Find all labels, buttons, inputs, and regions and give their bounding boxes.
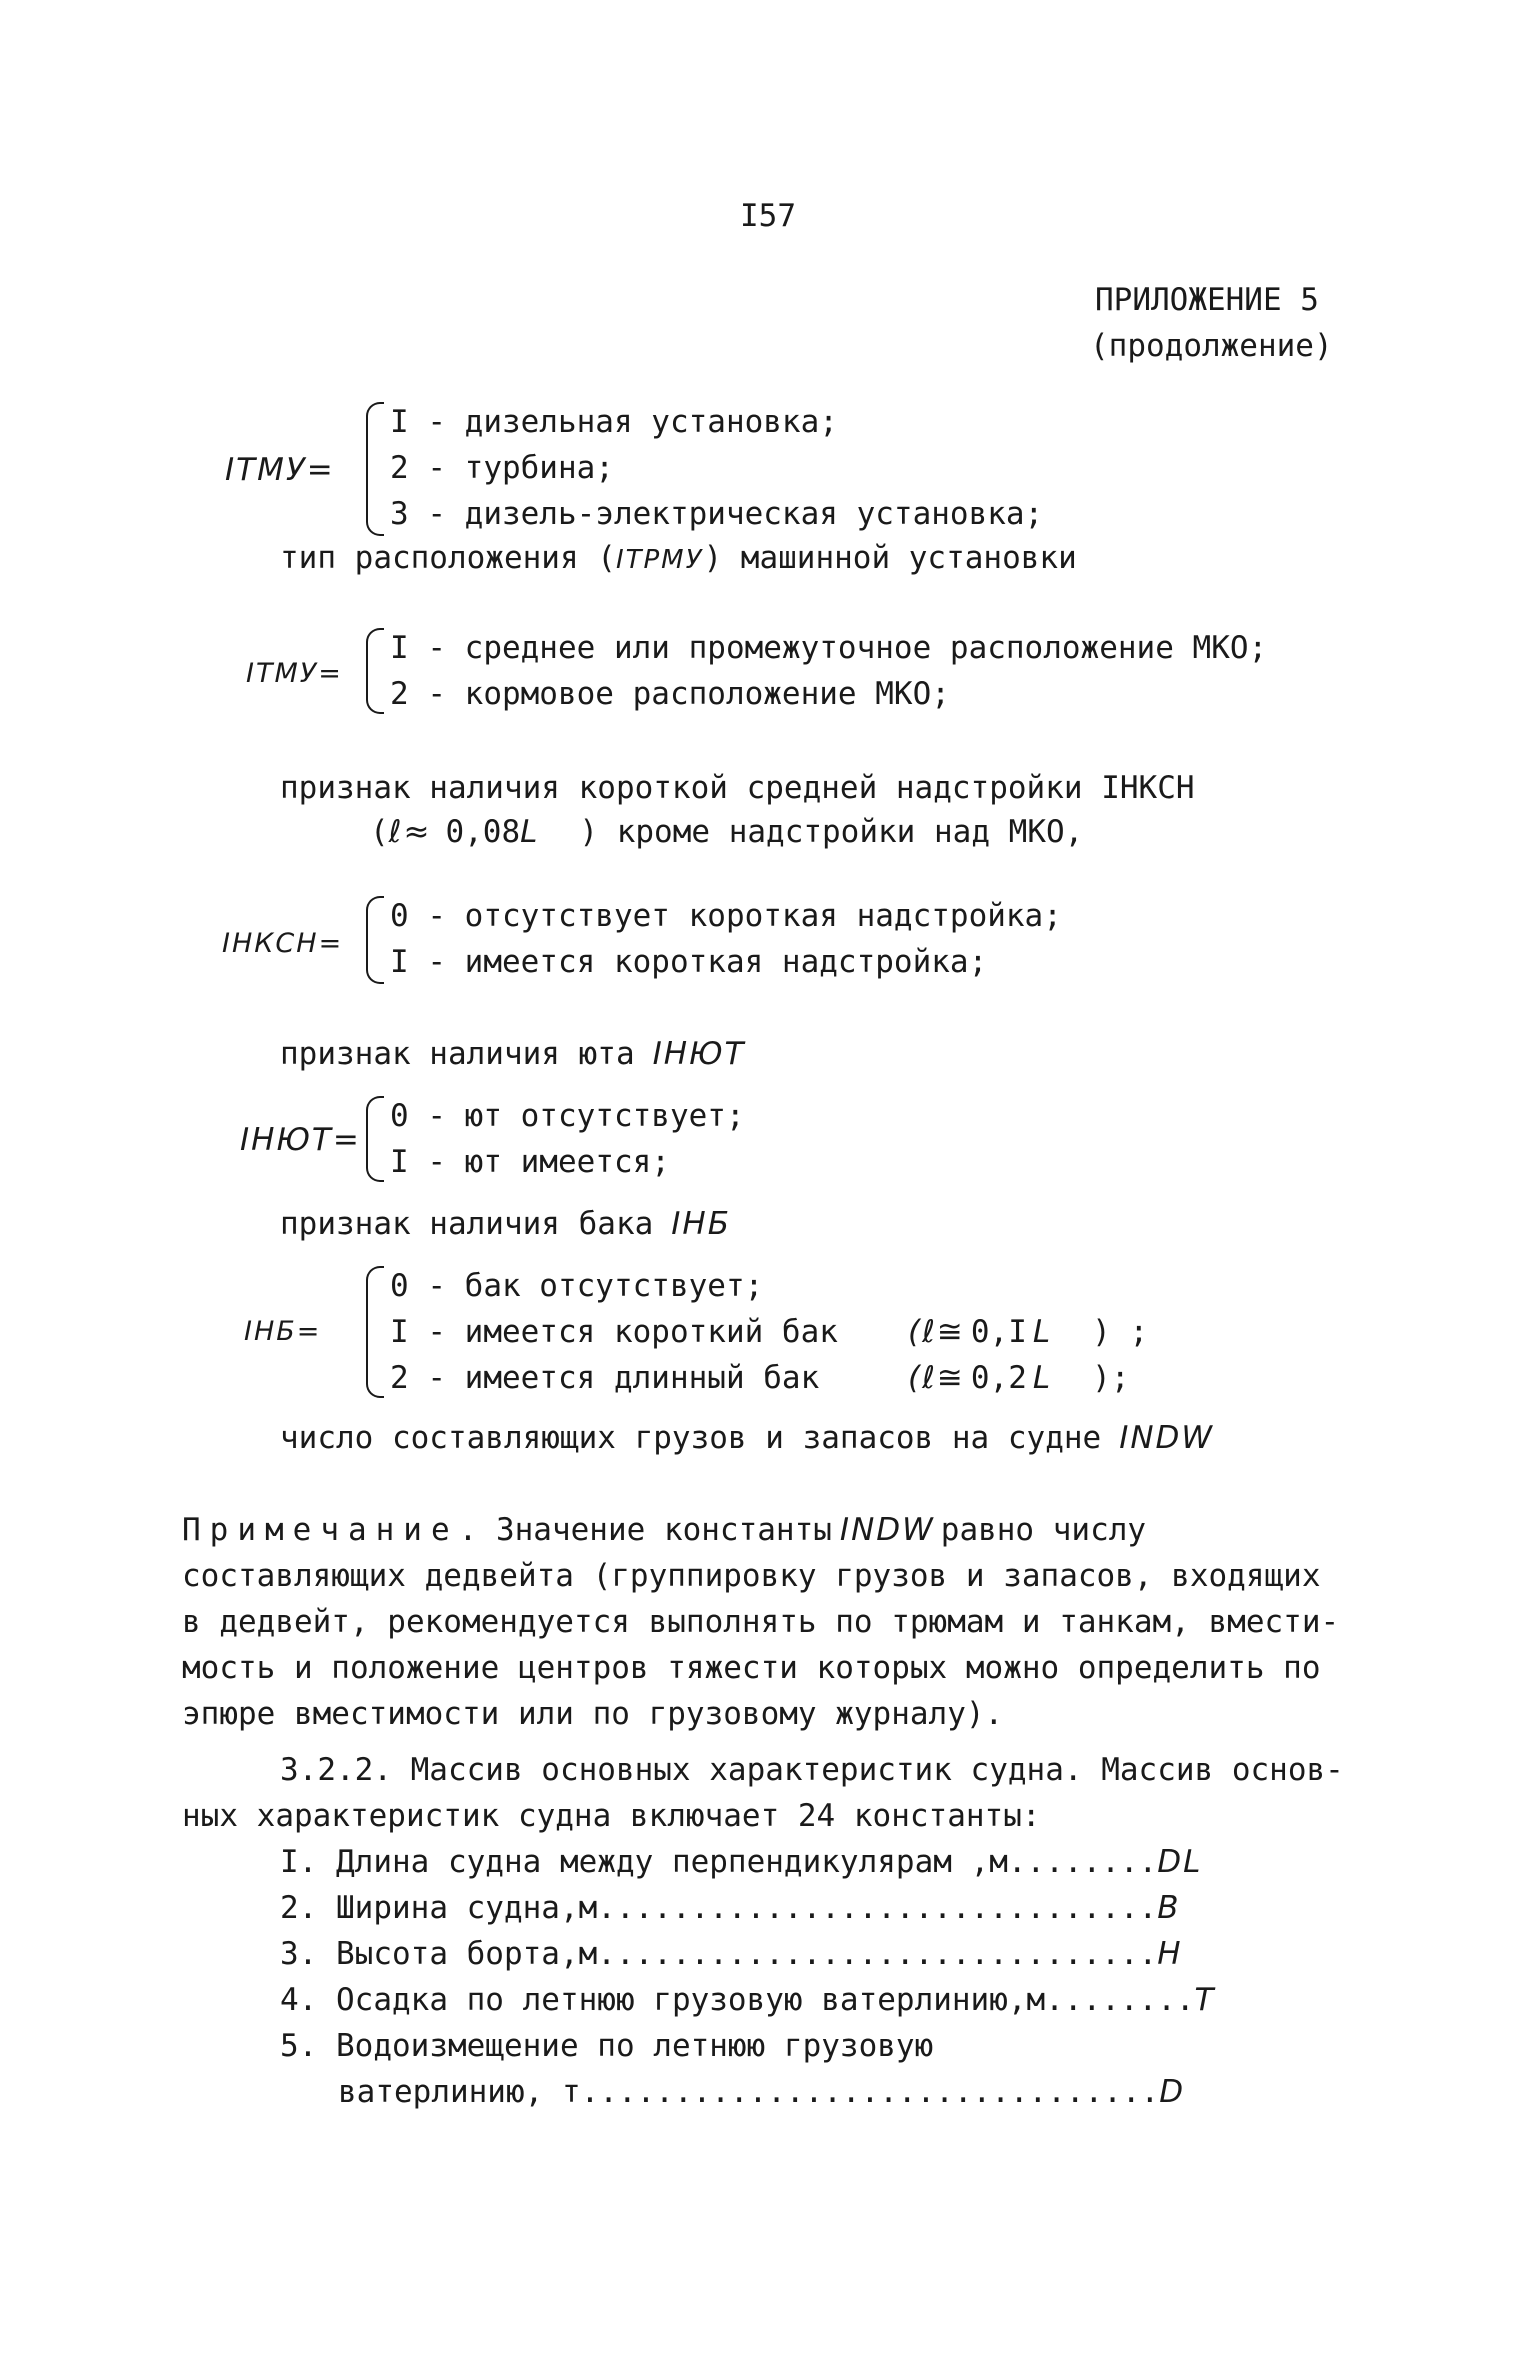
length-symbol: L bbox=[1032, 1360, 1053, 1396]
block3-desc-close: ) кроме надстройки над МКО, bbox=[579, 814, 1084, 850]
block5-desc-text: признак наличия бака bbox=[280, 1206, 654, 1242]
page-number: I57 bbox=[740, 198, 796, 234]
ell-symbol: (ℓ≅ bbox=[908, 1314, 965, 1350]
block1-item-2: 2 - турбина; bbox=[390, 450, 614, 486]
length-symbol: L bbox=[1032, 1314, 1053, 1350]
note-prefix: . Значение константы bbox=[458, 1512, 832, 1548]
block1-desc-prefix: тип расположения ( bbox=[280, 540, 616, 576]
constant-symbol: D bbox=[1159, 2074, 1186, 2110]
block3-item-2: I - имеется короткая надстройка; bbox=[390, 944, 988, 980]
block5-item-2: I - имеется короткий бак bbox=[390, 1314, 838, 1350]
section-line-2: ных характеристик судна включает 24 константы: bbox=[182, 1798, 1041, 1834]
block2-variable: ITMУ= bbox=[246, 658, 343, 689]
constant-text: ватерлинию, т............................... bbox=[338, 2074, 1160, 2110]
block6-desc-var: INDW bbox=[1119, 1420, 1215, 1456]
constant-item-3 bbox=[280, 1936, 1183, 1973]
appendix-title: ПРИЛОЖЕНИЕ 5 bbox=[1095, 282, 1319, 318]
block2-item-2: 2 - кормовое расположение МКО; bbox=[390, 676, 950, 712]
block2-item-1: I - среднее или промежуточное расположение МКО; bbox=[390, 630, 1268, 666]
block1-desc-suffix: ) машинной установки bbox=[703, 540, 1077, 576]
block4-description bbox=[280, 1036, 745, 1073]
note-var: INDW bbox=[839, 1512, 935, 1548]
block5-ratio-1 bbox=[908, 1314, 1148, 1351]
block5-desc-var: IНБ bbox=[671, 1206, 732, 1242]
ell-symbol: ℓ≈ bbox=[388, 814, 432, 850]
note-label: Примечание bbox=[182, 1512, 459, 1548]
block3-item-1: 0 - отсутствует короткая надстройка; bbox=[390, 898, 1062, 934]
block1-description bbox=[280, 540, 1077, 577]
block4-item-2: I - ют имеется; bbox=[390, 1144, 670, 1180]
note-line-5: эпюре вместимости или по грузовому журналу). bbox=[182, 1696, 1004, 1732]
constant-text: Ширина судна,м.............................. bbox=[336, 1890, 1158, 1926]
note-line-3: в дедвейт, рекомендуется выполнять по трюмам и танкам, вмести- bbox=[182, 1604, 1340, 1640]
block1-brace bbox=[366, 402, 384, 536]
block5-item-3: 2 - имеется длинный бак bbox=[390, 1360, 820, 1396]
constant-number: 3. bbox=[280, 1936, 318, 1972]
block3-description-line1: признак наличия короткой средней надстройки IНКСН bbox=[280, 770, 1195, 806]
block4-brace bbox=[366, 1096, 384, 1182]
constant-item-4 bbox=[280, 1982, 1215, 2019]
constant-symbol: H bbox=[1157, 1936, 1183, 1972]
block5-brace bbox=[366, 1266, 384, 1398]
constant-number: 5. bbox=[280, 2028, 318, 2064]
constant-item-5-line2 bbox=[338, 2074, 1185, 2111]
block3-description-line2 bbox=[370, 814, 1083, 851]
ratio-end: ); bbox=[1092, 1360, 1130, 1396]
block1-variable: ITMУ= bbox=[225, 452, 335, 488]
block1-desc-var: ITPMУ bbox=[615, 545, 704, 575]
constant-number: I. bbox=[280, 1844, 318, 1880]
block4-variable: IНЮТ= bbox=[240, 1122, 361, 1158]
constant-number: 2. bbox=[280, 1890, 318, 1926]
constant-item-2 bbox=[280, 1890, 1180, 1927]
constant-text: Длина судна между перпендикулярам ,м........ bbox=[336, 1844, 1158, 1880]
section-line-1: 3.2.2. Массив основных характеристик судна. Массив основ- bbox=[280, 1752, 1344, 1788]
block5-ratio-2 bbox=[908, 1360, 1129, 1397]
constant-text: Высота борта,м.............................. bbox=[336, 1936, 1158, 1972]
ratio-value: 0,08 bbox=[445, 814, 521, 850]
appendix-subtitle: (продолжение) bbox=[1090, 328, 1333, 364]
block5-description bbox=[280, 1206, 731, 1243]
constant-item-5 bbox=[280, 2028, 933, 2065]
constant-text: Водоизмещение по летнюю грузовую bbox=[336, 2028, 934, 2064]
block1-item-1: I - дизельная установка; bbox=[390, 404, 838, 440]
block6-description bbox=[280, 1420, 1214, 1457]
ratio-value: 0,I bbox=[970, 1314, 1027, 1350]
constant-symbol: DL bbox=[1157, 1844, 1203, 1880]
note-suffix: равно числу bbox=[940, 1512, 1147, 1548]
constant-symbol: T bbox=[1194, 1982, 1216, 2018]
block3-brace bbox=[366, 896, 384, 984]
note-line-1 bbox=[182, 1512, 1146, 1549]
ratio-end: ) ; bbox=[1092, 1314, 1149, 1350]
note-line-2: составляющих дедвейта (группировку грузов и запасов, входящих bbox=[182, 1558, 1321, 1594]
length-symbol: L bbox=[520, 814, 540, 850]
block3-variable: IНКСН= bbox=[222, 928, 344, 959]
ell-symbol: (ℓ≅ bbox=[908, 1360, 965, 1396]
block4-item-1: 0 - ют отсутствует; bbox=[390, 1098, 745, 1134]
constant-symbol: B bbox=[1157, 1890, 1181, 1926]
constant-number: 4. bbox=[280, 1982, 318, 2018]
block2-brace bbox=[366, 628, 384, 714]
constant-text: Осадка по летнюю грузовую ватерлинию,м........ bbox=[336, 1982, 1195, 2018]
block5-variable: IНБ= bbox=[244, 1316, 322, 1347]
constant-item-1 bbox=[280, 1844, 1202, 1881]
block5-item-1: 0 - бак отсутствует; bbox=[390, 1268, 764, 1304]
block6-desc-text: число составляющих грузов и запасов на судне bbox=[280, 1420, 1102, 1456]
block1-item-3: 3 - дизель-электрическая установка; bbox=[390, 496, 1044, 532]
block4-desc-text: признак наличия юта bbox=[280, 1036, 635, 1072]
note-line-4: мость и положение центров тяжести которых можно определить по bbox=[182, 1650, 1321, 1686]
paren-open: ( bbox=[370, 814, 389, 850]
block4-desc-var: IНЮТ bbox=[652, 1036, 746, 1072]
ratio-value: 0,2 bbox=[970, 1360, 1027, 1396]
